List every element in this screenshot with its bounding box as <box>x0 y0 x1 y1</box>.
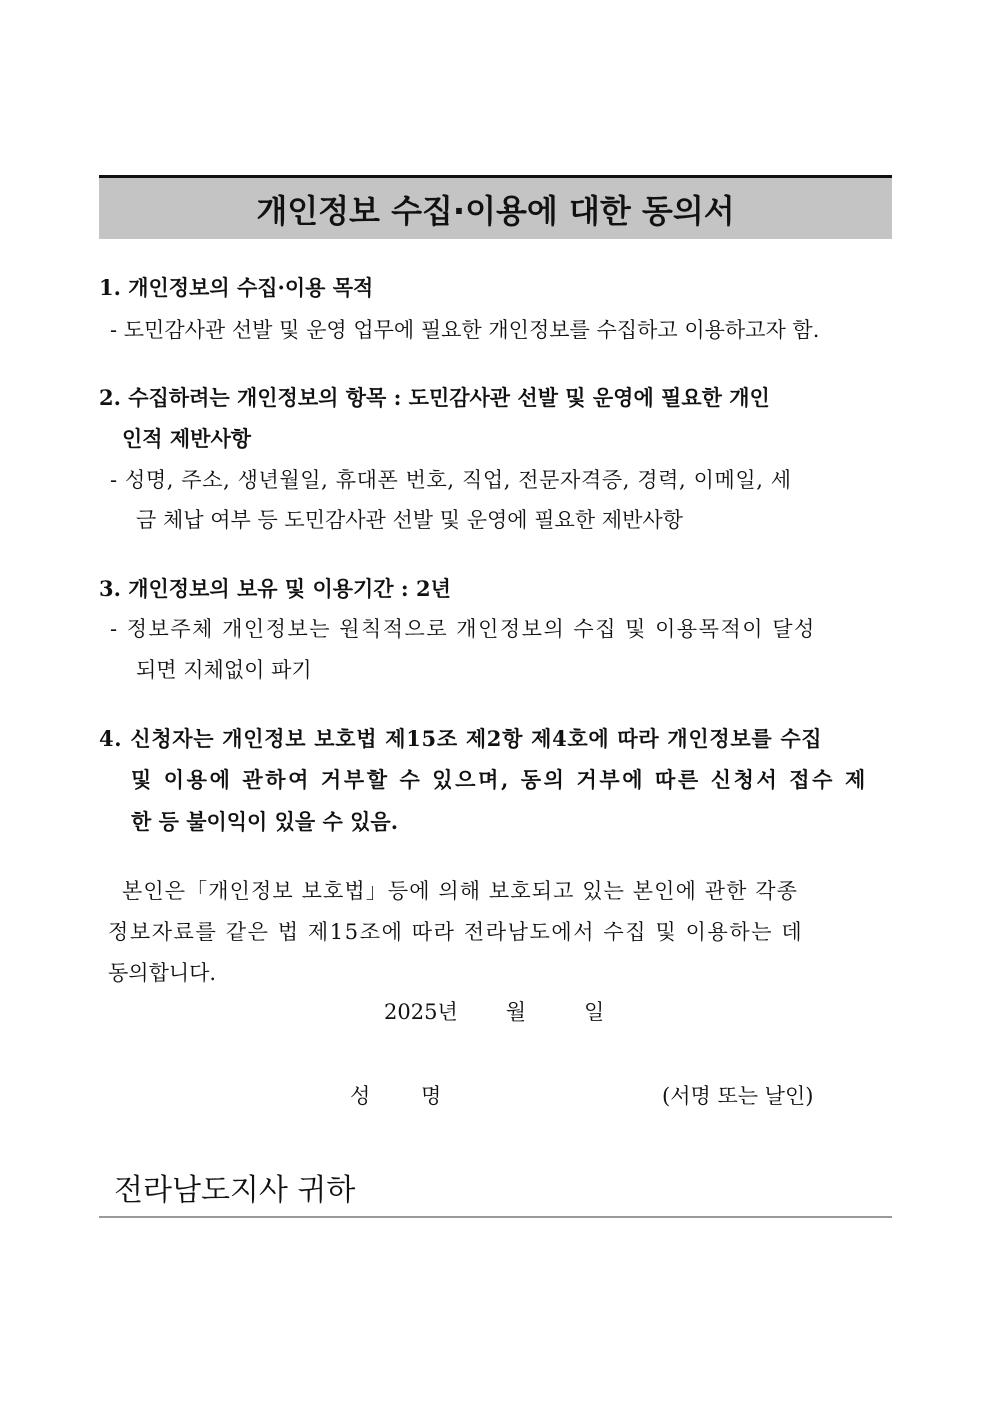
date-month: 월 <box>505 1000 527 1024</box>
date-year: 2025년 <box>384 1000 458 1024</box>
section-1-body-line-1: - 도민감사관 선발 및 운영 업무에 필요한 개인정보를 수집하고 이용하고자 함. <box>110 318 820 342</box>
section-2-body-line-2: 금 체납 여부 등 도민감사관 선발 및 운영에 필요한 제반사항 <box>136 508 683 532</box>
section-3-body-line-1: - 정보주체 개인정보는 원칙적으로 개인정보의 수집 및 이용목적이 달성 <box>110 617 816 641</box>
signature-note: (서명 또는 날인) <box>662 1084 814 1108</box>
section-4-line-3: 한 등 불이익이 있을 수 있음. <box>131 809 399 834</box>
date-line <box>384 996 604 1026</box>
document-title: 개인정보 수집·이용에 대한 동의서 <box>256 191 735 230</box>
section-3-heading: 3. 개인정보의 보유 및 이용기간 : 2년 <box>99 576 451 601</box>
section-2-heading: 2. 수집하려는 개인정보의 항목 : 도민감사관 선발 및 운영에 필요한 개인 <box>99 385 770 410</box>
section-3-body-line-2: 되면 지체없이 파기 <box>136 658 312 682</box>
bottom-divider <box>99 1216 892 1218</box>
title-banner <box>99 175 892 239</box>
consent-line-2: 정보자료를 같은 법 제15조에 따라 전라남도에서 수집 및 이용하는 데 <box>108 920 804 944</box>
signature-label: 성 명 <box>350 1084 464 1108</box>
section-4-line-1: 4. 신청자는 개인정보 보호법 제15조 제2항 제4호에 따라 개인정보를 수집 <box>99 726 823 751</box>
addressee: 전라남도지사 귀하 <box>114 1173 356 1208</box>
section-4-line-2: 및 이용에 관하여 거부할 수 있으며, 동의 거부에 따른 신청서 접수 제 <box>131 767 868 792</box>
section-2-heading-cont: 인적 제반사항 <box>122 426 252 451</box>
consent-line-1: 본인은「개인정보 보호법」등에 의해 보호되고 있는 본인에 관한 각종 <box>122 879 799 903</box>
consent-line-3: 동의합니다. <box>108 961 217 985</box>
section-1-heading: 1. 개인정보의 수집·이용 목적 <box>99 275 374 300</box>
date-day: 일 <box>584 1000 605 1024</box>
section-2-body-line-1: - 성명, 주소, 생년월일, 휴대폰 번호, 직업, 전문자격증, 경력, 이메일, 세 <box>110 468 792 492</box>
